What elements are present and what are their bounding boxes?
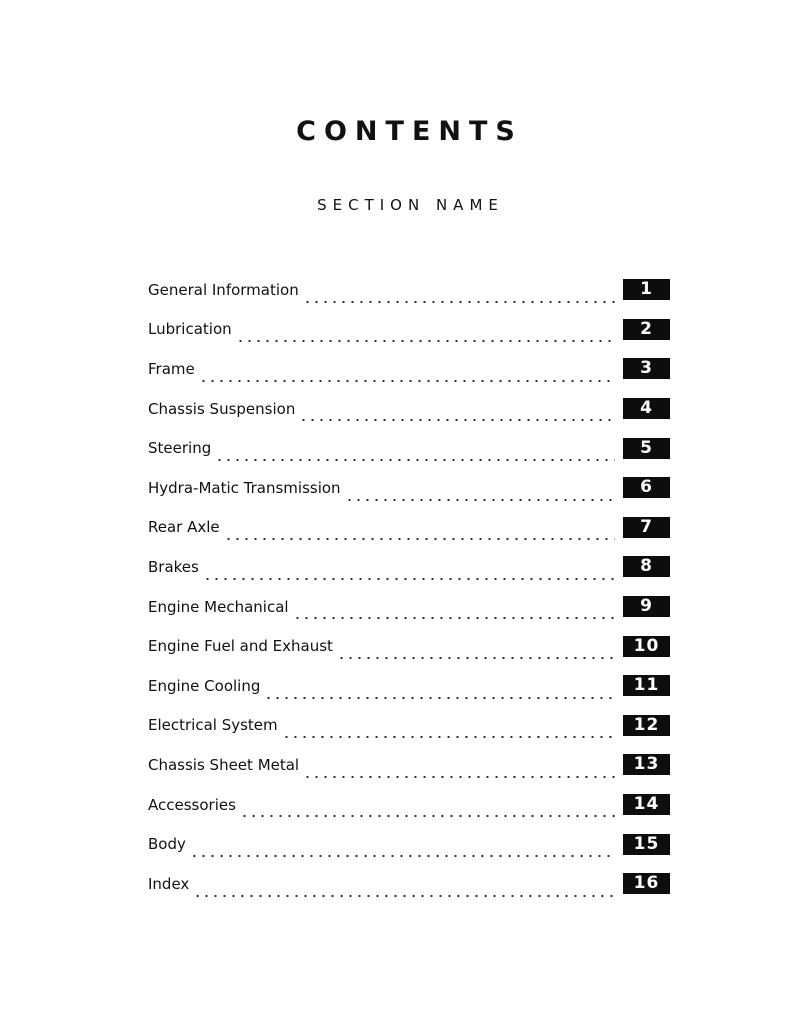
dot-leader (199, 363, 615, 383)
toc-item-label: Steering (148, 439, 212, 458)
toc-item-label: Electrical System (148, 716, 278, 735)
section-tab-number: 15 (623, 834, 670, 855)
toc-item-hydra-matic-transmission[interactable] (148, 468, 670, 508)
section-tab-number: 13 (623, 754, 670, 775)
toc-item-label: Accessories (148, 795, 236, 814)
toc-item-label: Chassis Suspension (148, 399, 296, 418)
toc-item-chassis-sheet-metal[interactable] (148, 745, 670, 785)
dot-leader (303, 759, 615, 779)
toc-item-general-information[interactable] (148, 270, 670, 310)
dot-leader (236, 323, 615, 343)
toc-item-label: Brakes (148, 557, 199, 576)
toc-item-label: Body (148, 835, 186, 854)
section-tab-number: 5 (623, 438, 670, 459)
dot-leader (264, 680, 615, 700)
toc-item-label: Chassis Sheet Metal (148, 755, 300, 774)
dot-leader (190, 838, 615, 858)
toc-item-label: General Information (148, 280, 299, 299)
section-tab-number: 16 (623, 873, 670, 894)
toc-item-rear-axle[interactable] (148, 508, 670, 548)
toc-item-steering[interactable] (148, 428, 670, 468)
section-tab-number: 6 (623, 477, 670, 498)
dot-leader (293, 600, 615, 620)
toc-item-engine-fuel-and-exhaust[interactable] (148, 626, 670, 666)
column-header: SECTION NAME (317, 196, 504, 214)
toc-item-label: Index (148, 874, 190, 893)
section-tab-number: 3 (623, 358, 670, 379)
toc-item-engine-mechanical[interactable] (148, 587, 670, 627)
toc-item-chassis-suspension[interactable] (148, 389, 670, 429)
section-tab-number: 14 (623, 794, 670, 815)
toc-item-brakes[interactable] (148, 547, 670, 587)
dot-leader (337, 640, 615, 660)
toc-item-label: Hydra-Matic Transmission (148, 478, 341, 497)
section-tab-number: 4 (623, 398, 670, 419)
dot-leader (193, 878, 615, 898)
section-tab-number: 11 (623, 675, 670, 696)
section-tab-number: 7 (623, 517, 670, 538)
toc-item-label: Rear Axle (148, 518, 220, 537)
toc-item-label: Frame (148, 359, 195, 378)
dot-leader (299, 402, 615, 422)
dot-leader (215, 442, 615, 462)
toc-item-frame[interactable] (148, 349, 670, 389)
toc-item-label: Engine Fuel and Exhaust (148, 637, 333, 656)
section-tab-number: 2 (623, 319, 670, 340)
toc-item-label: Lubrication (148, 320, 232, 339)
dot-leader (282, 719, 615, 739)
section-tab-number: 10 (623, 636, 670, 657)
toc-item-label: Engine Cooling (148, 676, 261, 695)
toc-item-body[interactable] (148, 824, 670, 864)
toc-item-engine-cooling[interactable] (148, 666, 670, 706)
dot-leader (203, 561, 615, 581)
section-tab-number: 9 (623, 596, 670, 617)
toc-item-accessories[interactable] (148, 785, 670, 825)
dot-leader (224, 521, 615, 541)
dot-leader (345, 482, 615, 502)
toc-item-lubrication[interactable] (148, 310, 670, 350)
section-tab-number: 12 (623, 715, 670, 736)
toc-item-index[interactable] (148, 864, 670, 904)
dot-leader (240, 798, 615, 818)
page-title: CONTENTS (296, 116, 523, 147)
toc-item-electrical-system[interactable] (148, 706, 670, 746)
section-tab-number: 1 (623, 279, 670, 300)
section-tab-number: 8 (623, 556, 670, 577)
toc-item-label: Engine Mechanical (148, 597, 289, 616)
dot-leader (303, 284, 615, 304)
table-of-contents (148, 270, 670, 904)
